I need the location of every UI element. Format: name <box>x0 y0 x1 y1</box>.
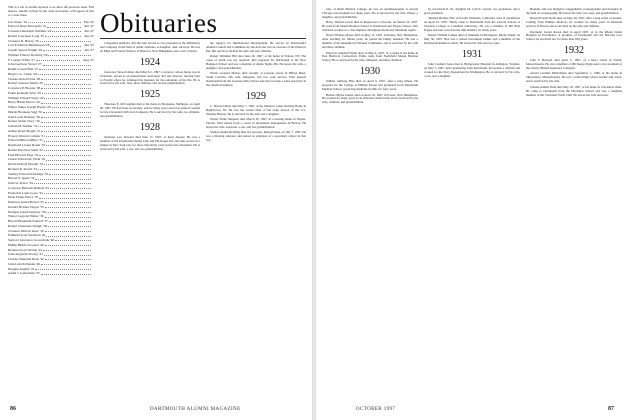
class-year-heading: 1925 <box>140 89 160 101</box>
index-entry-year: '55 <box>35 271 40 276</box>
index-leader-dots <box>40 39 91 42</box>
index-entry-name: F. Lagran White <box>8 57 30 62</box>
index-leader-dots <box>44 138 91 141</box>
index-entry-year: '37 <box>43 219 48 224</box>
index-entry-year: '46 <box>35 261 40 266</box>
index-entry-page: Feb. 97 <box>83 19 94 24</box>
index-entry-name: John Augustus Pooley <box>8 252 39 257</box>
index-entry-year: '24 <box>47 29 52 34</box>
page-title: Obituaries <box>100 8 218 38</box>
index-entry-year: '31 <box>33 124 38 129</box>
index-entry-name: Fred Howard Page <box>8 152 34 157</box>
obituary-text: Raymond Lionel Rosen died in April 1997, of in the Rhode Island Hospital in Providence. A graduate of Dartmouth and the Harvard Law School, he practiced law for more than fifty years. <box>526 29 622 42</box>
index-entry-name: Arthur Israel Mogul <box>8 128 36 133</box>
index-entry-page: Jun. 97 <box>84 24 94 29</box>
index-leader-dots <box>49 219 91 222</box>
magazine-name: DARTMOUTH ALUMNI MAGAZINE <box>150 407 241 412</box>
index-leader-dots <box>41 86 91 89</box>
index-entry-year: '34 <box>38 190 43 195</box>
index-entry <box>8 271 94 276</box>
obituary-text: David Thomas Mayer died on May 15, 1997, in Keene, New Hampshire. After teaching for fifteen years, he joined the family business. He was a member of the Republican National Committee, and is survived by his wife and three children. <box>322 33 418 50</box>
index-leader-dots <box>28 20 81 23</box>
obituary-text: Hopkins and was Rutgers's Guggenheim oceanographer and biologist in the field of oceanography. He leaves his wife, two sons, and grandchildren. <box>526 8 622 15</box>
index-leader-dots <box>44 81 91 84</box>
obituary-text: Walter White Simpson died March 30, 1997, in a nursing home in Naples, Florida. Walt retired from a career in investment management in Boston. He leaves his wife, Gertrude, a son, and two grandchildren. <box>206 117 306 129</box>
obituary-text: Edward Campbell Noble died on May 4, 1997, of a stroke at his home in East Hartford, Connecticut. Eddie came from Northfield Mount Hermon School. He is survived by his wife, Margaret, and three children. <box>322 50 418 63</box>
index-entry-name: Robert Lancaster Long <box>8 33 40 38</box>
index-entry-year: '26 <box>45 43 50 48</box>
index-entry-year: '41 <box>38 247 43 252</box>
index-entry-name: Lawrence P. Brooks <box>8 86 36 91</box>
index-entry-year: '28 <box>36 76 41 81</box>
index-entry-name: Phillip Birkford Green <box>8 242 39 247</box>
class-year-heading: 1928 <box>140 121 160 133</box>
index-entry-name: Frederick Louis Gove <box>8 190 38 195</box>
index-leader-dots <box>41 100 91 103</box>
obituary-text: Wilbert Anthony Bies died on April 9, 1997, after a long illness. He prepared for the College at Phillips Exeter and graduated from Dartmouth Medical School, practicing medicine in Ohio for forty years. <box>322 79 418 92</box>
index-leader-dots <box>43 248 91 251</box>
index-entry-year: '36 <box>41 209 46 214</box>
index-entry-year: '40 <box>41 233 46 238</box>
index-entry-year: '19 <box>22 19 27 24</box>
obituary-text: Theodore E. McCaughan died at his home in Marquette, Michigan, on April 20, 1997. He had been an attorney, and for many years served as general counsel for the Cleveland Cliffs Iron Company. He is survived by his wife, two children, and grandchildren. <box>100 102 200 119</box>
index-entry-year: '26 <box>38 48 43 53</box>
index-entry-name: John Louis Delaney <box>8 114 36 119</box>
index-entry-year: '29 <box>37 90 42 95</box>
index-entry-year: '33 <box>39 162 44 167</box>
index-leader-dots <box>41 77 91 80</box>
index-entry-name: Martin Bonneau Sigg <box>8 109 38 114</box>
index-leader-dots <box>39 67 91 70</box>
title-rule <box>100 38 306 39</box>
index-entry-year: '32 <box>34 152 39 157</box>
index-entry-year: '30 <box>35 114 40 119</box>
index-entry-name: John Park Tendler <box>8 124 33 129</box>
index-entry-name: Joseph Spoerl Wright <box>8 48 38 53</box>
class-year-heading: 1931 <box>462 49 482 61</box>
index-leader-dots <box>36 58 80 61</box>
index-entry-name: Leo Stone <box>8 19 22 24</box>
index-entry-year: '27 <box>37 62 42 67</box>
index-entry-page: Jun. 97 <box>84 48 94 53</box>
index-leader-dots <box>45 257 91 260</box>
index-leader-dots <box>52 105 91 108</box>
index-entry-year: '30 <box>35 119 40 124</box>
index-entry-name: Richard R. Roach <box>8 166 33 171</box>
index-leader-dots <box>44 252 91 255</box>
index-entry-year: '34 <box>30 176 35 181</box>
index-entry-name: Clarence R. Havey <box>8 38 34 43</box>
index-leader-dots <box>38 124 91 127</box>
index-leader-dots <box>46 143 91 146</box>
index-leader-dots <box>48 53 91 56</box>
obituary-text: Sheldon Herbert Hart of Pacific Palisades, California, died of pneumonia on April 22, 1997. Shelly came to Dartmouth from the Lincoln School of Teachers College at Columbia University. He was a member of Phi Beta Kappa and later served in the film industry for many years. <box>424 16 520 33</box>
index-leader-dots <box>38 72 91 75</box>
index-entry-year: '34 <box>28 181 33 186</box>
index-entry-name: William Edward Weys <box>8 95 39 100</box>
index-entry-name: Charles Sheridan Ryan <box>8 257 40 262</box>
index-entry-year: '27 <box>34 67 39 72</box>
obituary-text: Harry Thomas Lewis died in Englewood, Colorado, on March 10, 1997. He went from Mount Hermon School to Dartmouth and Thayer School, after which he worked as a civil engineer throughout the Rocky Mountain region. <box>322 20 418 33</box>
index-leader-dots <box>39 195 91 198</box>
index-leader-dots <box>44 96 91 99</box>
index-entry-name: Robert Knowles Snell <box>8 147 38 152</box>
index-leader-dots <box>44 148 91 151</box>
page-number-left: 86 <box>10 406 16 412</box>
index-leader-dots <box>44 162 91 165</box>
index-entry-name: Robert Johnstone Waugh <box>8 223 42 228</box>
index-entry-year: '38 <box>42 223 47 228</box>
index-entry-year: '26 <box>43 52 48 57</box>
index-leader-dots <box>50 186 91 189</box>
index-entry-name: Hugh C.G. Chase <box>8 71 32 76</box>
index-entry-year: '31 <box>40 133 45 138</box>
index-entry-year: '28 <box>36 86 41 91</box>
index-entry-name: Carl Frederick Barkhausen <box>8 43 45 48</box>
index-leader-dots <box>46 134 91 137</box>
index-entry-name: Harry Hibler Pierce <box>8 100 35 105</box>
index-entry-year: '28 <box>38 81 43 86</box>
class-year-heading: 1930 <box>360 66 380 78</box>
index-entry-year: '41 <box>39 252 44 257</box>
index-leader-dots <box>45 243 91 246</box>
index-entry-name: Raymond Lionel Rosen <box>8 143 41 148</box>
index-entry-year: '25 <box>40 33 45 38</box>
index-leader-dots <box>42 91 91 94</box>
index-entry-year: '32 <box>41 143 46 148</box>
index-entry-name: Ralph Lowell Holt <box>8 67 34 72</box>
index-entry-year: '34 <box>44 185 49 190</box>
index-leader-dots <box>46 210 91 213</box>
index-leader-dots <box>52 29 81 32</box>
index-entry-name: Donald Holden Thayer <box>8 204 40 209</box>
obituary-text: Walter Leonard McKee died recently of prostate cancer in Milton Head, South Carolina. His wife, Margaret, and two sons survive. Walt entered Dartmouth from the Lawrenceville School and later became a sales executive in the chemical industry. <box>206 71 306 88</box>
index-entry-year: '26 <box>34 38 39 43</box>
index-entry-name: Douglas Glenn Seabury <box>8 209 41 214</box>
left-page <box>0 0 312 420</box>
obituary-text: by son David K. '61, daughter Dr. Gail K. Garrett, two grandsons, and a great-grandson. <box>424 8 520 15</box>
obituary-index-sidebar <box>8 6 94 330</box>
index-leader-dots <box>49 172 91 175</box>
left-column-2 <box>100 42 200 402</box>
sidebar-intro: This is a list of deaths reported to us since the previous issue. Full notices, usually written by the class secretaries, will appear in this or a later issue. <box>8 5 94 17</box>
index-entry-name: Frank Kenneth Tyler <box>8 90 37 95</box>
index-entry-year: '21 <box>42 24 47 29</box>
index-entry-year: '28 <box>32 71 37 76</box>
index-entry-name: John W. Potter <box>8 181 28 186</box>
index-entry-year: '35 <box>40 204 45 209</box>
index-entry-name: Clarence Dibrow Keer <box>8 228 39 233</box>
index-entry-name: Lawrence Rudolph Stebbins <box>8 29 47 34</box>
index-leader-dots <box>34 181 91 184</box>
index-entry-year: '27 <box>30 57 35 62</box>
index-entry-year: '29 <box>46 105 51 110</box>
index-leader-dots <box>35 176 91 179</box>
index-entry-name: Everett Warren Colman <box>8 133 41 138</box>
obituary-text: Stanton Abdiel Richling died in Lancaster, Pennsylvania, on July 7, 1997. He was a lifelong educator and retired as principal of a secondary school in that city. <box>206 130 306 143</box>
index-entry-name: Richard Scott Warren <box>8 247 38 252</box>
index-entry-name: Converse Bertram Daniels <box>8 185 44 190</box>
index-entry-name: Harold S. Quint <box>8 176 30 181</box>
index-entry-name: Charles Arnold Sale <box>8 76 36 81</box>
index-leader-dots <box>50 43 81 46</box>
index-entry-name: Robert Jackson Smith <box>8 81 38 86</box>
index-entry-name: Edmund Scott Newman <box>8 233 41 238</box>
index-entry-year: '36 <box>39 214 44 219</box>
index-leader-dots <box>48 224 91 227</box>
obituary-index-list <box>8 20 94 277</box>
right-column-3 <box>526 8 622 400</box>
index-entry-year: '33 <box>33 166 38 171</box>
index-entry-name: Edward Milton Miller <box>8 138 38 143</box>
index-entry-name: John Garrison Stovel <box>8 62 37 67</box>
index-leader-dots <box>55 238 91 241</box>
index-entry-year: '35 <box>34 195 39 200</box>
index-entry-name: Sanford Lawrence Gootschalk <box>8 238 50 243</box>
index-entry-year: '29 <box>35 100 40 105</box>
right-column-2 <box>424 8 520 400</box>
obituary-text: Harold Everett Rolfe died on May 28, 1997, after a long series of strokes. Coming from Phillips Andover, he worked for many years in financial services in Boston and is survived by his wife and children. <box>526 16 622 29</box>
index-leader-dots <box>39 153 91 156</box>
index-leader-dots <box>41 115 91 118</box>
index-entry-name: Edward Jabez Petropolis <box>8 24 42 29</box>
index-entry-name: Emerson Guild Brown <box>8 200 39 205</box>
index-entry-name: William Francis Dowling <box>8 52 43 57</box>
index-leader-dots <box>35 267 91 270</box>
obituary-text: Robert William Lankas died of leukemia in Barrington, Rhode Island, on May 30, 1997. Bob was a retired investment banker and a member of the Dartmouth Alumni Council. He leaves his wife and two sons. <box>424 33 520 46</box>
index-entry-name: Linton Edward R. Field <box>8 157 41 162</box>
index-entry-page: Jun. 97 <box>84 43 94 48</box>
index-entry-name: Adam J. Lieberman <box>8 271 35 276</box>
index-entry-name: Harold Benjamin Sandorf <box>8 219 44 224</box>
index-leader-dots <box>45 34 81 37</box>
index-leader-dots <box>45 229 91 232</box>
class-year-heading: 1932 <box>564 45 584 57</box>
index-leader-dots <box>41 119 91 122</box>
index-entry-year: '47 <box>30 266 35 271</box>
obituary-text: Lawrence Stowell Allen died March 2, 1997. Lawrence, whose home was in Scarsdale, served as an international auctioneer and sale director, moving later to Florida where he continued his business for the remainder of his life. He is survived by his wife, Jane, three children, and several grandchildren. <box>100 69 200 86</box>
index-leader-dots <box>41 129 91 132</box>
index-leader-dots <box>44 191 91 194</box>
index-entry-page: Jun. 97 <box>84 33 94 38</box>
index-entry-year: '32 <box>38 147 43 152</box>
obituary-text: a magazine publicist, and she later served as vice president of the Whittlesey and Company in the field of public relations. A daughter, Ann, survives. He was an Ethel and Francis Wallace of Hanover, New Hampshire, and a son, Charles. <box>100 42 200 53</box>
index-entry-year: '31 <box>36 128 41 133</box>
index-leader-dots <box>38 167 91 170</box>
index-entry-year: '39 <box>39 228 44 233</box>
obituary-text: ratio of Rush Medical College, he was an anesthesiologist at several Chicago-area hospitals for many years. He is survived by his wife, Elinor, a daughter, and grandchildren. <box>322 8 418 19</box>
index-entry-name: Walter Leopold Weber <box>8 214 39 219</box>
index-entry-year: '31 <box>38 138 43 143</box>
right-column-1 <box>322 8 418 400</box>
left-column-3 <box>206 42 306 402</box>
index-entry-page: Jun. 97 <box>84 29 94 34</box>
index-leader-dots <box>41 271 91 274</box>
index-entry-name: Robert Alden Tracy <box>8 119 35 124</box>
index-leader-dots <box>43 48 81 51</box>
index-leader-dots <box>47 24 81 27</box>
obituary-text: L. Howard Moss died May 7, 1997, at the Meadow Lakes Nursing Home in Hightstown, NJ. He was the retired chief of the radio section of the U.S. Weather Bureau. He is survived by his wife and a daughter. <box>206 103 306 116</box>
right-page <box>316 0 628 420</box>
index-entry-name: David Dolloff Morrell <box>8 162 39 167</box>
index-entry-year: '40 <box>39 242 44 247</box>
index-leader-dots <box>45 200 91 203</box>
index-entry-page: Aug. 97 <box>83 57 94 62</box>
index-entry-name: John Lulu Pollatsek <box>8 261 35 266</box>
index-entry-name: Walter James Joseph Hynes <box>8 105 46 110</box>
index-entry-year: '30 <box>38 109 43 114</box>
index-entry-name: Stanley Edward Kittredge <box>8 171 44 176</box>
index-leader-dots <box>41 262 91 265</box>
class-year-heading: 1924 <box>140 56 160 68</box>
index-entry-year: '35 <box>39 200 44 205</box>
class-year-heading: 1929 <box>246 90 266 102</box>
page-number-right: 87 <box>608 406 614 412</box>
index-entry-year: '40 <box>50 238 55 243</box>
index-entry-name: Dean Frank Pierce <box>8 195 34 200</box>
index-entry-year: '32 <box>41 157 46 162</box>
obituary-text: the Agency for International Development. He served on Dartmouth's Alumni Council and Committee for the Arts and was an overseer of the Hanover Inn. His survivors include his wife and four children. <box>206 42 306 53</box>
index-leader-dots <box>45 214 91 217</box>
index-leader-dots <box>45 205 91 208</box>
index-leader-dots <box>43 110 91 113</box>
obituary-text: Herbert Myles Garner died on April 18, 1997, in Exeter, New Hampshire. He worked for many years as an insurance underwriter and is survived by his wife, children, and grandchildren. <box>322 92 418 105</box>
obituary-text: Arnold Gottlieb Ehrlichman died September 1, 1996, at his home in Shrewsbury, Massachusetts. He was a retired high school teacher and coach, and is survived by his wife. <box>526 71 622 84</box>
obituary-text: Robert Whidden Hill died June 20, 1997, at his home in Walton, NY. The cause of death was not reported. Bob prepared for Dartmouth at the New Hampton School and was a member of Alpha Sigma Phi. He leaves his wife, a daughter, and grandchildren. <box>206 54 306 70</box>
index-entry-year: '33 <box>44 171 49 176</box>
obituary-text: Charles Adams Field died May 18, 1997, at his home in Cleveland, Ohio. He came to Dartmouth from the Hotchkiss School and was a longtime member of the Cleveland Yacht Club. He leaves his wife and sons. <box>526 84 622 97</box>
obituary-text: John Canfield Jones died at Bridgewater Hospital in Arlington, Virginia, on May 7, 1997. After graduating from Dartmouth, he became a chemist and worked for the Navy Department in Washington. He is survived by his wife, a son, and a daughter. <box>424 62 520 78</box>
obituary-text: John F. Bernard died April 5, 1997, of a heart attack in Salem, Massachusetts. He was a member of Phi Kappa Sigma and a vice president at the Liberty Mutual Insurance Company. <box>526 58 622 71</box>
obituary-text: Seymour Lew Dewald died June 17, 1997, of heart disease. He was a member of the Dartmouth Outing Club and Phi Kappa Psi, and later served as a banker in New York City for more than thirty years before his retirement. He is survived by his wife, a son, and two grandchildren. <box>100 134 200 151</box>
index-entry-year: '29 <box>39 95 44 100</box>
index-entry-name: Douglas Ingalls <box>8 266 30 271</box>
index-leader-dots <box>43 62 91 65</box>
index-leader-dots <box>46 233 91 236</box>
issue-date: OCTOBER 1997 <box>356 407 396 412</box>
index-leader-dots <box>46 157 91 160</box>
index-entry-year: '42 <box>40 257 45 262</box>
